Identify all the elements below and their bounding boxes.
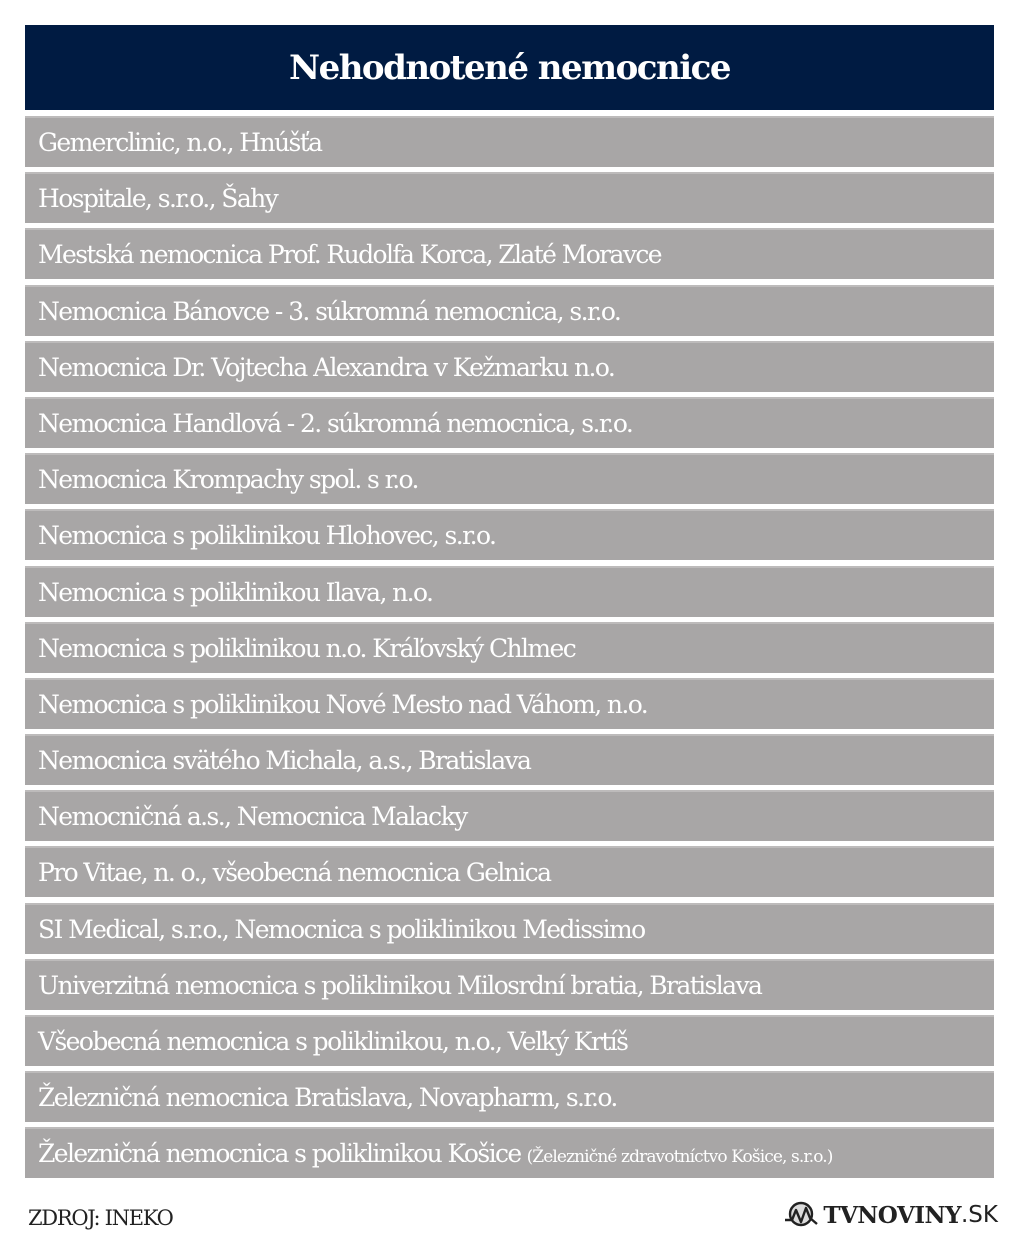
hospital-name: Nemocnica Bánovce - 3. súkromná nemocnica, s.r.o. [38, 296, 621, 326]
hospital-note: (Železničné zdravotníctvo Košice, s.r.o.) [526, 1146, 833, 1167]
list-item [25, 509, 994, 560]
hospital-name: Nemocničná a.s., Nemocnica Malacky [38, 802, 467, 832]
logo-suffix: .SK [961, 1202, 998, 1228]
list-item [25, 341, 994, 392]
tvnoviny-wave-icon [783, 1200, 819, 1230]
list-item [25, 1127, 994, 1178]
list-item [25, 285, 994, 336]
hospital-name: Hospitale, s.r.o., Šahy [38, 184, 278, 214]
list-item [25, 172, 994, 223]
list-item [25, 397, 994, 448]
list-item [25, 1071, 994, 1122]
hospital-name: Nemocnica s poliklinikou Nové Mesto nad Váhom, n.o. [38, 689, 648, 719]
hospital-name: Nemocnica Dr. Vojtecha Alexandra v Kežmarku n.o. [38, 352, 615, 382]
list-item [25, 453, 994, 504]
hospital-name: Nemocnica s poliklinikou Ilava, n.o. [38, 577, 433, 607]
hospital-name: Mestská nemocnica Prof. Rudolfa Korca, Zlaté Moravce [38, 240, 661, 270]
hospital-name: Železničná nemocnica s poliklinikou Košice [38, 1139, 521, 1169]
hospital-name: Univerzitná nemocnica s poliklinikou Milosrdní bratia, Bratislava [38, 970, 762, 1000]
hospital-name: Nemocnica s poliklinikou n.o. Kráľovský Chlmec [38, 633, 576, 663]
page-title: Nehodnotené nemocnice [289, 47, 730, 88]
tvnoviny-logo [783, 1200, 998, 1230]
list-item [25, 228, 994, 279]
list-item [25, 678, 994, 729]
hospital-name: Pro Vitae, n. o., všeobecná nemocnica Gelnica [38, 858, 551, 888]
list-item [25, 734, 994, 785]
hospital-name: Všeobecná nemocnica s poliklinikou, n.o., Veľký Krtíš [38, 1027, 628, 1056]
list-item [25, 790, 994, 841]
list-item [25, 903, 994, 954]
hospital-name: Nemocnica Krompachy spol. s r.o. [38, 465, 418, 495]
list-item [25, 566, 994, 617]
hospital-name: Železničná nemocnica Bratislava, Novapharm, s.r.o. [38, 1083, 617, 1113]
list-item [25, 116, 994, 167]
hospital-name: Nemocnica Handlová - 2. súkromná nemocnica, s.r.o. [38, 408, 633, 438]
list-item [25, 959, 994, 1010]
list-item [25, 846, 994, 897]
list-item [25, 622, 994, 673]
hospital-name: Nemocnica s poliklinikou Hlohovec, s.r.o. [38, 521, 496, 551]
hospital-name: Gemerclinic, n.o., Hnúšťa [38, 128, 322, 157]
logo-text: TVNOVINY [823, 1201, 961, 1229]
source-label: ZDROJ: INEKO [28, 1206, 173, 1230]
list-item [25, 1015, 994, 1066]
table-header [25, 25, 994, 110]
hospital-list [25, 116, 994, 1184]
hospital-name: SI Medical, s.r.o., Nemocnica s poliklinikou Medissimo [38, 914, 645, 944]
hospital-name: Nemocnica svätého Michala, a.s., Bratislava [38, 746, 531, 776]
